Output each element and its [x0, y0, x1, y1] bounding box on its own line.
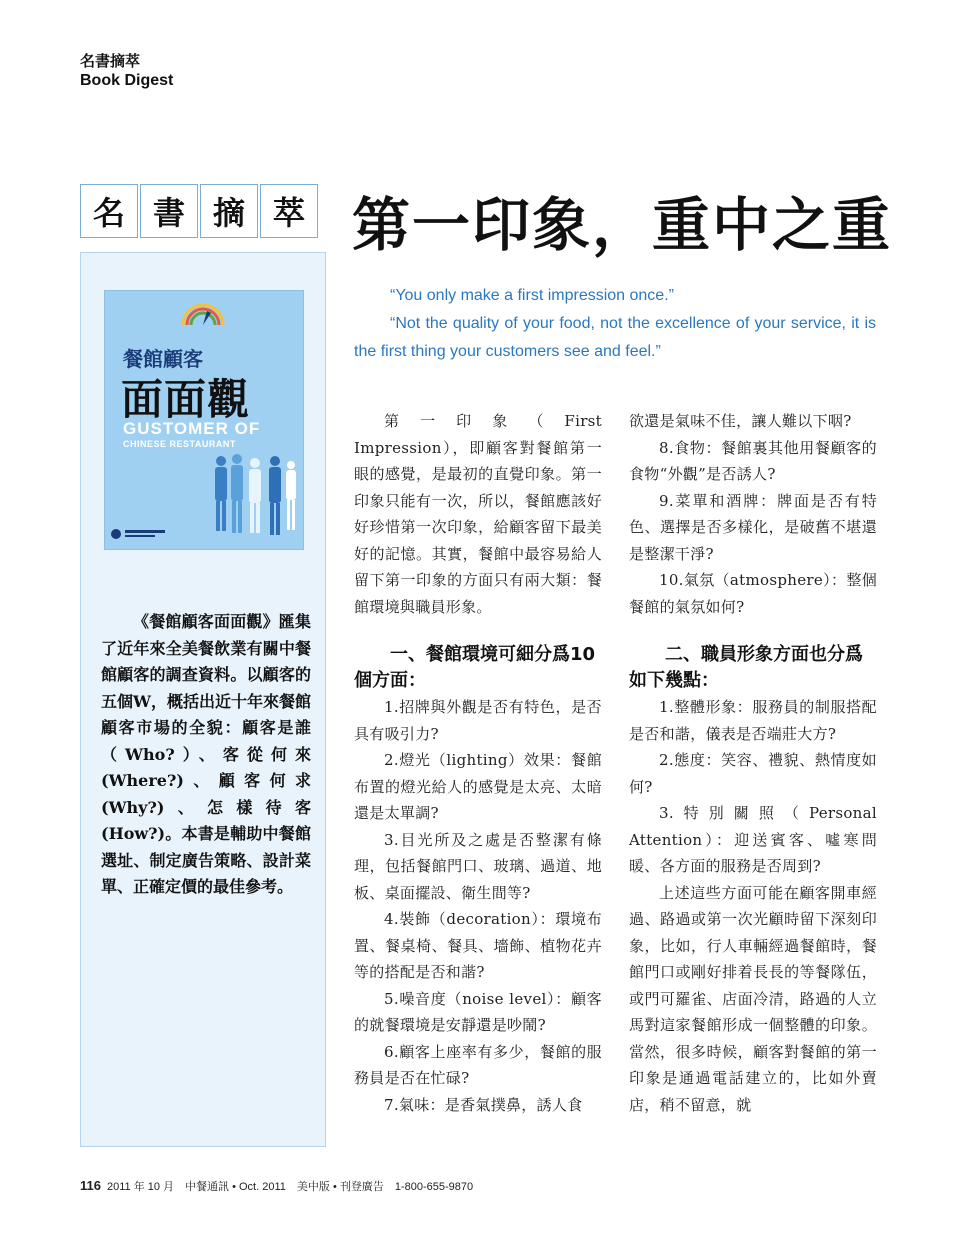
quote-2: “Not the quality of your food, not the excellence of your service, it is the first thing your customers see and feel.”: [354, 315, 876, 360]
section-heading-staff: 二、職員形象方面也分爲如下幾點：: [629, 644, 863, 691]
list-item: 1.招牌與外觀是否有特色，是否具有吸引力?: [354, 698, 602, 743]
column-right: [629, 408, 877, 1118]
list-item: 欲還是氣味不佳，讓人難以下咽?: [629, 412, 852, 430]
page-number: 116: [80, 1178, 101, 1193]
sidebar-panel: [80, 252, 326, 1147]
intro-paragraph: 第一印象（First Impression），即顧客對餐館第一眼的感覺，是最初的直覺印象。第一印象只能有一次，所以，餐館應該好好珍惜第一次印象，給顧客留下最美好的記憶。其實，餐館中最容易給人留下第一印象的方面只有兩大類：餐館環境與職員形象。: [354, 412, 602, 616]
publisher-logo-icon: [109, 527, 169, 541]
list-item: 5.噪音度（noise level）：顧客的就餐環境是安靜還是吵鬧?: [354, 989, 602, 1034]
list-item: 3.目光所及之處是否整潔有條理，包括餐館門口、玻璃、過道、地板、桌面擺設、衛生間等?: [354, 830, 602, 902]
column-left: [354, 408, 602, 1118]
people-illustration-icon: [209, 451, 301, 543]
list-item: 9.菜單和酒牌：牌面是否有特色、選擇是否多樣化，是破舊不堪還是整潔干淨?: [629, 491, 877, 563]
book-cover: [105, 291, 303, 549]
list-item: 8.食物：餐館裏其他用餐顧客的食物“外觀”是否誘人?: [629, 438, 877, 483]
cover-title-small: 餐館顧客: [123, 347, 203, 371]
title-tiles: [80, 184, 318, 238]
cover-subtitle-en: CHINESE RESTAURANT: [123, 439, 236, 449]
list-item: 7.氣味：是香氣撲鼻，誘人食: [384, 1095, 583, 1114]
title-tile: 萃: [260, 184, 318, 238]
cover-title-en: GUSTOMER OF: [123, 419, 261, 438]
list-item: 2.燈光（lighting）效果：餐館布置的燈光給人的感覺是太亮、太暗還是太單調?: [354, 751, 602, 822]
list-item: 1.整體形象：服務員的制服搭配是否和諧，儀表是否端莊大方?: [629, 698, 877, 743]
cover-logo-icon: [177, 299, 229, 329]
title-tile: 書: [140, 184, 198, 238]
list-item: 10.氣氛（atmosphere）：整個餐館的氣氛如何?: [629, 571, 877, 616]
cover-title-large: 面面觀: [121, 375, 251, 424]
closing-paragraph: 上述這些方面可能在顧客開車經過、路過或第一次光顧時留下深刻印象，比如，行人車輛經過餐館時，餐館門口或剛好排着長長的等餐隊伍，或門可羅雀、店面冷清，路過的人立馬對這家餐館形成一個整體的印象。當然，很多時候，顧客對餐館的第一印象是通過電話建立的，比如外賣店，稍不留意，就: [629, 883, 877, 1114]
title-tile: 摘: [200, 184, 258, 238]
list-item: 6.顧客上座率有多少，餐館的服務員是否在忙碌?: [354, 1042, 602, 1087]
list-item: 3.特別關照（Personal Attention）：迎送賓客、噓寒問暖、各方面的服務是否周到?: [629, 804, 877, 875]
page-footer: [80, 1178, 473, 1194]
quote-1: “You only make a first impression once.”: [390, 287, 674, 304]
section-heading-environment: 一、餐館環境可細分爲10個方面：: [354, 644, 596, 691]
list-item: 2.態度：笑容、禮貌、熱情度如何?: [629, 751, 877, 796]
section-label-zh: 名書摘萃: [80, 52, 141, 70]
footer-text: 2011 年 10 月 中餐通訊 • Oct. 2011 美中版 • 刊登廣告 1-800-655-9870: [106, 1181, 474, 1193]
book-description: 《餐館顧客面面觀》匯集了近年來全美餐飲業有關中餐館顧客的調查資料。以顧客的五個W，概括出近十年來餐館顧客市場的全貌：顧客是誰（Who?）、客從何來(Where?)、顧客何求(Why?)、怎樣待客(How?)。本書是輔助中餐館選址、制定廣告策略、設計菜單、正確定價的最佳參考。: [101, 612, 311, 896]
title-tile: 名: [80, 184, 138, 238]
article-title: 第一印象，重中之重: [352, 191, 893, 259]
list-item: 4.裝飾（decoration）：環境布置、餐桌椅、餐具、墻飾、植物花卉等的搭配是否和諧?: [354, 910, 602, 981]
section-label-en: Book Digest: [80, 72, 174, 89]
